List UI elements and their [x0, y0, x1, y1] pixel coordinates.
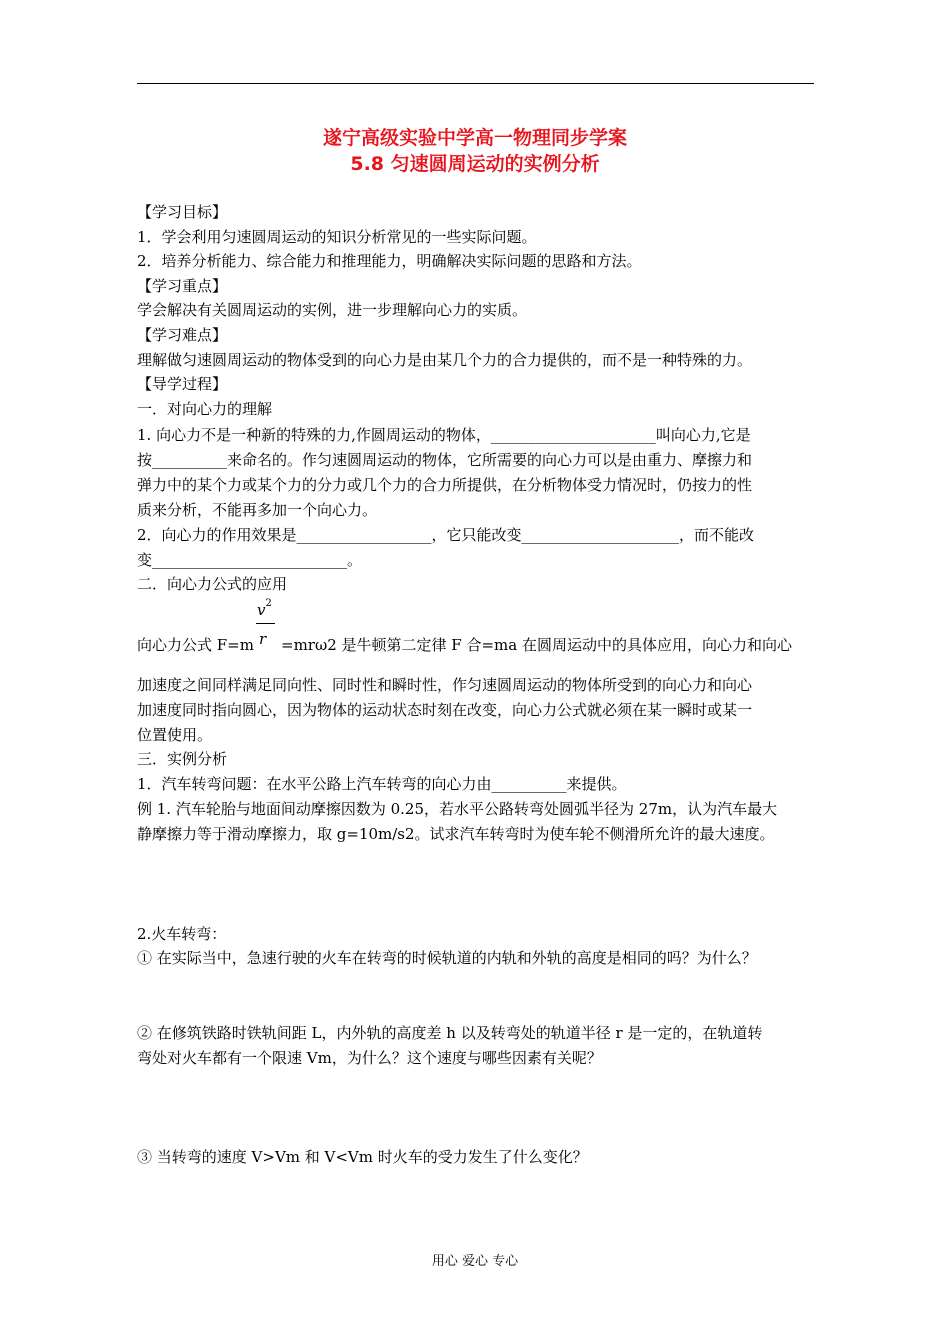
train-question-1: ① 在实际当中，急速行驶的火车在转弯的时候轨道的内轨和外轨的高度是相同的吗？为什么？	[137, 949, 757, 967]
part-2-heading: 二．向心力公式的应用	[137, 575, 288, 593]
part-1-item-2-line-1: 2．向心力的作用效果是__________________，它只能改变_____________________，而不能改	[137, 526, 755, 544]
train-question-2-line-2: 弯处对火车都有一个限速 Vm，为什么？这个速度与哪些因素有关呢？	[137, 1049, 602, 1067]
formula-line-start: 向心力公式 F=m	[137, 636, 254, 654]
goal-2: 2．培养分析能力、综合能力和推理能力，明确解决实际问题的思路和方法。	[137, 252, 642, 270]
lesson-title: 5.8 匀速圆周运动的实例分析	[350, 153, 600, 175]
formula-fraction-bar	[256, 623, 275, 624]
section-heading-key-points: 【学习重点】	[137, 277, 228, 295]
part-2-text-line-3: 加速度同时指向圆心，因为物体的运动状态时刻在改变，向心力公式就必须在某一瞬时或某一	[137, 701, 753, 719]
part-1-item-1-line-2: 按__________来命名的。作匀速圆周运动的物体，它所需要的向心力可以是由重力、摩擦力和	[137, 451, 753, 469]
part-1-item-1-line-3: 弹力中的某个力或某个力的分力或几个力的合力所提供，在分析物体受力情况时，仍按力的性	[137, 476, 753, 494]
header-rule	[137, 83, 814, 84]
formula-line-rest: =mrω2 是牛顿第二定律 F 合=ma 在圆周运动中的具体应用，向心力和向心	[281, 636, 792, 654]
part-3-heading: 三．实例分析	[137, 750, 228, 768]
document-title: 遂宁高级实验中学高一物理同步学案	[322, 127, 627, 149]
part-2-text-line-2: 加速度之间同样满足同向性、同时性和瞬时性，作匀速圆周运动的物体所受到的向心力和向心	[137, 676, 753, 694]
section-heading-goals: 【学习目标】	[137, 203, 228, 221]
key-point-text: 学会解决有关圆周运动的实例，进一步理解向心力的实质。	[137, 301, 528, 319]
part-1-item-2-line-2: 变__________________________。	[137, 551, 363, 569]
formula-numerator: $v^2$	[257, 598, 272, 619]
example-1-line-1: 例 1. 汽车轮胎与地面间动摩擦因数为 0.25，若水平公路转弯处圆弧半径为 27m，认为汽车最大	[137, 800, 778, 818]
formula-denominator: r	[259, 630, 267, 648]
train-turning-heading: 2.火车转弯：	[137, 925, 227, 943]
goal-1: 1．学会利用匀速圆周运动的知识分析常见的一些实际问题。	[137, 228, 537, 246]
example-1-line-2: 静摩擦力等于滑动摩擦力，取 g=10m/s2。试求汽车转弯时为使车轮不侧滑所允许的最大速度。	[137, 825, 775, 843]
difficulty-text: 理解做匀速圆周运动的物体受到的向心力是由某几个力的合力提供的，而不是一种特殊的力。	[137, 351, 753, 369]
train-question-3: ③ 当转弯的速度 V>Vm 和 V<Vm 时火车的受力发生了什么变化？	[137, 1148, 588, 1166]
car-turning-question: 1．汽车转弯问题：在水平公路上汽车转弯的向心力由__________来提供。	[137, 775, 627, 793]
part-1-item-1-line-4: 质来分析，不能再多加一个向心力。	[137, 501, 378, 519]
train-question-2-line-1: ② 在修筑铁路时铁轨间距 L，内外轨的高度差 h 以及转弯处的轨道半径 r 是一定的，在轨道转	[137, 1024, 763, 1042]
page-footer: 用心 爱心 专心	[431, 1254, 519, 1269]
part-1-heading: 一．对向心力的理解	[137, 400, 273, 418]
section-heading-process: 【导学过程】	[137, 375, 228, 393]
section-heading-difficulties: 【学习难点】	[137, 326, 228, 344]
part-2-text-line-4: 位置使用。	[137, 726, 213, 744]
part-1-item-1-line-1: 1. 向心力不是一种新的特殊的力,作圆周运动的物体，______________________叫向心力,它是	[137, 426, 751, 444]
